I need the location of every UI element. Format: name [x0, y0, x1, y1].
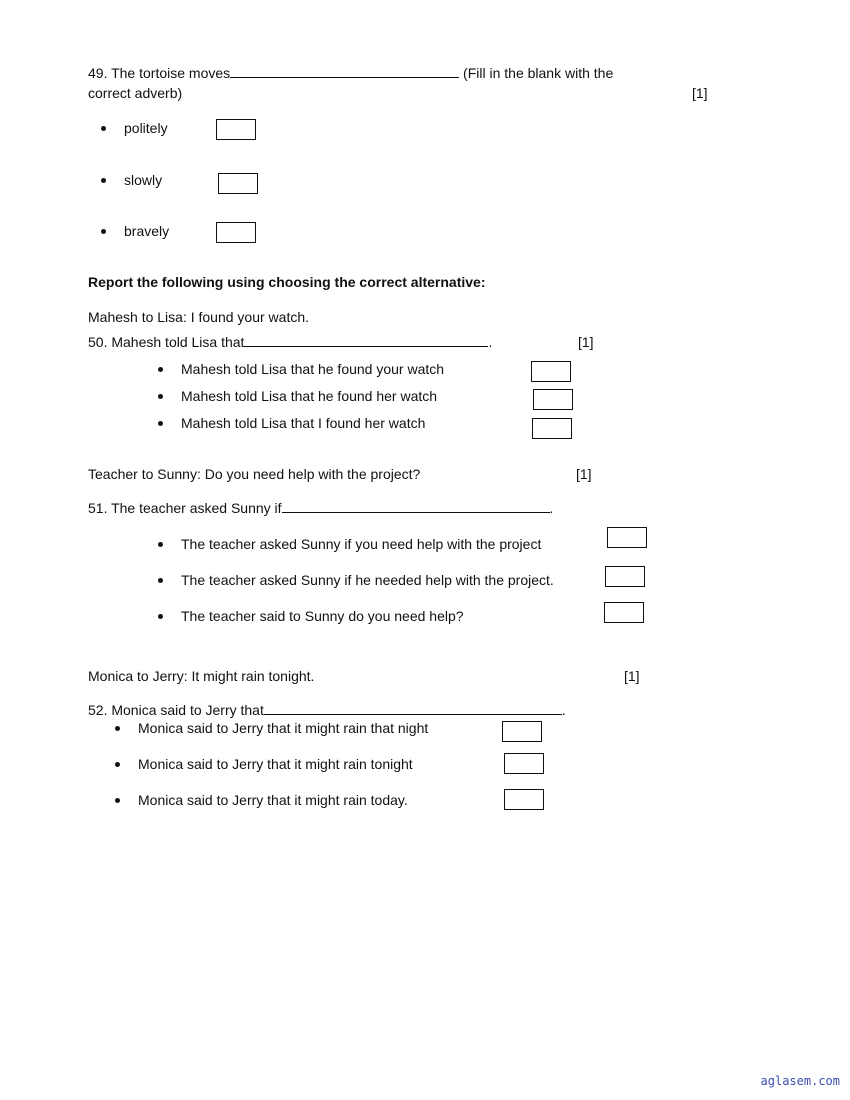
q52-option-1: Monica said to Jerry that it might rain that night	[138, 720, 429, 736]
q50-option-2-checkbox[interactable]	[533, 389, 573, 410]
bullet	[158, 614, 163, 619]
q51-option-1-checkbox[interactable]	[607, 527, 647, 548]
q49-option-1: politely	[124, 120, 168, 136]
q51-option-3: The teacher said to Sunny do you need help?	[181, 608, 464, 624]
bullet	[158, 394, 163, 399]
bullet	[101, 229, 106, 234]
q50-marks: [1]	[578, 334, 594, 350]
section-heading: Report the following using choosing the correct alternative:	[88, 274, 486, 290]
q49-suffix: (Fill in the blank with the	[459, 65, 614, 81]
q50-suffix: .	[488, 334, 493, 350]
q50-answer-blank[interactable]	[244, 334, 488, 347]
q51-context: Teacher to Sunny: Do you need help with the project?	[88, 466, 421, 482]
q51-prefix: 51. The teacher asked Sunny if	[88, 500, 282, 516]
q52-suffix: .	[561, 702, 566, 718]
q50-option-1-checkbox[interactable]	[531, 361, 571, 382]
q51-stem	[88, 500, 553, 516]
q49-stem	[88, 65, 613, 81]
q52-option-3: Monica said to Jerry that it might rain today.	[138, 792, 408, 808]
q50-context: Mahesh to Lisa: I found your watch.	[88, 309, 310, 325]
q51-option-2-checkbox[interactable]	[605, 566, 645, 587]
q52-context: Monica to Jerry: It might rain tonight.	[88, 668, 315, 684]
q50-option-3-checkbox[interactable]	[532, 418, 572, 439]
watermark-link[interactable]: aglasem.com	[760, 1074, 840, 1088]
q51-answer-blank[interactable]	[282, 500, 550, 513]
q49-option-3-checkbox[interactable]	[216, 222, 256, 243]
q52-option-2: Monica said to Jerry that it might rain tonight	[138, 756, 413, 772]
q50-option-3: Mahesh told Lisa that I found her watch	[181, 415, 426, 431]
bullet	[115, 798, 120, 803]
bullet	[101, 178, 106, 183]
bullet	[115, 726, 120, 731]
q52-prefix: 52. Monica said to Jerry that	[88, 702, 264, 718]
q50-prefix: 50. Mahesh told Lisa that	[88, 334, 245, 350]
bullet	[158, 578, 163, 583]
q49-option-2-checkbox[interactable]	[218, 173, 258, 194]
q52-marks: [1]	[624, 668, 640, 684]
q51-marks: [1]	[576, 466, 592, 482]
q50-stem	[88, 334, 492, 350]
q49-prefix: 49. The tortoise moves	[88, 65, 231, 81]
q51-option-2: The teacher asked Sunny if he needed help with the project.	[181, 572, 554, 588]
q49-stem-line2: correct adverb)	[88, 85, 183, 101]
bullet	[158, 367, 163, 372]
q52-option-1-checkbox[interactable]	[502, 721, 542, 742]
bullet	[158, 542, 163, 547]
q51-option-1: The teacher asked Sunny if you need help with the project	[181, 536, 542, 552]
q49-option-3: bravely	[124, 223, 170, 239]
bullet	[101, 126, 106, 131]
q51-option-3-checkbox[interactable]	[604, 602, 644, 623]
q49-option-2: slowly	[124, 172, 163, 188]
q49-marks: [1]	[692, 85, 708, 101]
bullet	[158, 421, 163, 426]
q49-answer-blank[interactable]	[230, 65, 459, 78]
q52-answer-blank[interactable]	[264, 702, 562, 715]
q51-suffix: .	[549, 500, 554, 516]
q52-option-2-checkbox[interactable]	[504, 753, 544, 774]
q52-stem	[88, 702, 566, 718]
bullet	[115, 762, 120, 767]
q50-option-1: Mahesh told Lisa that he found your watch	[181, 361, 445, 377]
q49-option-1-checkbox[interactable]	[216, 119, 256, 140]
q50-option-2: Mahesh told Lisa that he found her watch	[181, 388, 438, 404]
q52-option-3-checkbox[interactable]	[504, 789, 544, 810]
